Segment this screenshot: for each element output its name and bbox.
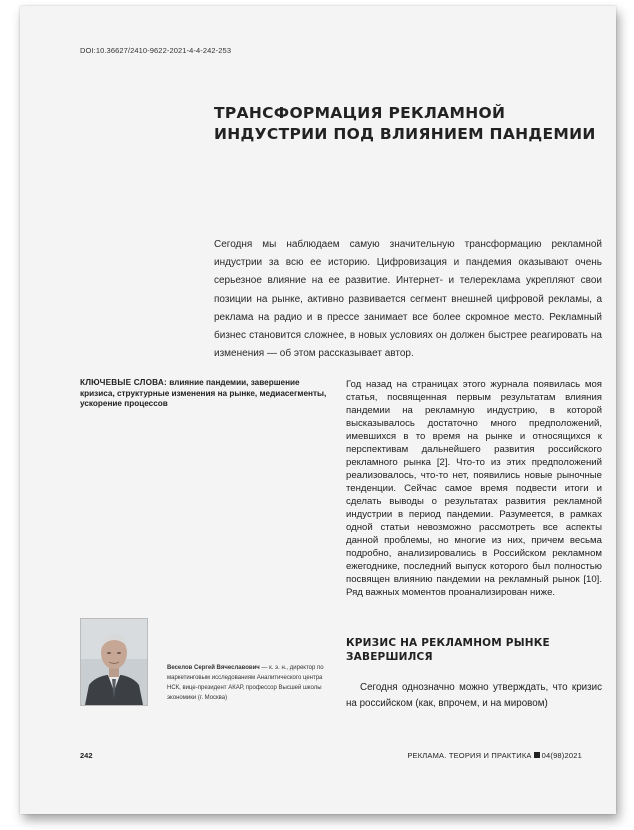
keywords-label: КЛЮЧЕВЫЕ СЛОВА: (80, 378, 167, 387)
article-title: ТРАНСФОРМАЦИЯ РЕКЛАМНОЙ ИНДУСТРИИ ПОД ВЛИЯНИЕМ ПАНДЕМИИ (214, 104, 596, 143)
doi-line: DOI:10.36627/2410-9622-2021-4-4-242-253 (80, 46, 232, 55)
section-heading: КРИЗИС НА РЕКЛАМНОМ РЫНКЕ ЗАВЕРШИЛСЯ (346, 637, 550, 663)
square-separator-icon (534, 752, 540, 758)
article-body-text: Год назад на страницах этого журнала появилась моя статья, посвященная первым результатам влияния пандемии на рекламную индустрию, в которой высказывалось достаточно много предположений, имевшихся в то время на рынке и относящихся к перспективам дальнейшего развития российского рекламного рынка [2]. Что-то из этих предположений реализовалось, что-то нет, появились новые рыночные тенденции. Сейчас самое время подвести итоги и сделать выводы о результатах развития рекламной индустрии в период пандемии. Разумеется, в рамках одной статьи невозможно рассмотреть все аспекты данной проблемы, но многие из них, причем весьма подробно, анализировались в Российском рекламном ежегоднике, последний выпуск которого был полностью посвящен влиянию пандемии на рекламный рынок [10]. Ряд важных моментов проанализирован ниже. (346, 379, 602, 598)
keywords-text: влияние пандемии, завершение кризиса, структурные изменения на рынке, медиасегменты, ускорение процессов (80, 378, 327, 408)
author-name: Веселов Сергей Вячеславович (167, 665, 260, 671)
journal-footer (407, 751, 582, 760)
keywords-block (80, 378, 330, 410)
author-photo (80, 618, 148, 706)
article-lead: Сегодня мы наблюдаем самую значительную трансформацию рекламной индустрии за всю ее историю. Цифровизация и пандемия оказывают очень серьезное влияние на ее развитие. Интернет- и телереклама укрепляют свои позиции на рынке, активно развивается сегмент внешней цифровой рекламы, а реклама на радио и в прессе занимает все более скромное место. Рекламный бизнес становится сложнее, в новых условиях он должен быстрее реагировать на изменения — об этом рассказывает автор. (214, 239, 602, 360)
page-number: 242 (80, 751, 93, 760)
author-details: — к. э. н., директор по маркетинговым исследованиям Аналитического центра НСК, вице-президент АКАР, профессор Высшей школы экономики (г. Москва) (167, 665, 324, 701)
journal-name: РЕКЛАМА. ТЕОРИЯ И ПРАКТИКА (407, 751, 532, 760)
journal-issue: 04(98)2021 (541, 751, 582, 760)
journal-page (20, 6, 616, 814)
section-body-text: Сегодня однозначно можно утверждать, что кризис на российском (как, впрочем, и на мировом) (346, 682, 602, 709)
author-portrait-image (81, 619, 147, 705)
author-info (167, 663, 337, 703)
